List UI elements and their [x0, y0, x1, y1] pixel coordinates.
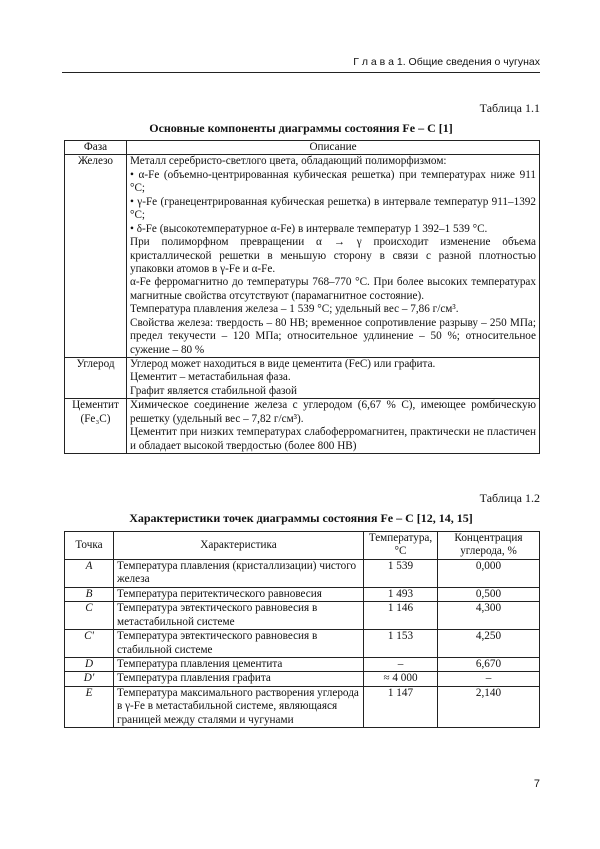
- point-cell: C: [65, 602, 114, 630]
- column-header-phase: Фаза: [65, 141, 127, 155]
- table-row: [65, 358, 540, 399]
- column-header-point: Точка: [65, 532, 114, 560]
- table-row: [65, 602, 540, 630]
- table-row: [65, 630, 540, 658]
- characteristic-cell: Температура максимального растворения углерода в γ-Fe в метастабильной системе, являющаяся границей между сталями и чугунами: [114, 686, 364, 727]
- table-row: [65, 587, 540, 601]
- table1: [64, 140, 540, 454]
- description-line: Цементит – метастабильная фаза.: [130, 371, 291, 384]
- carbon-cell: 0,000: [438, 559, 540, 587]
- point-cell: A: [65, 559, 114, 587]
- temperature-cell: 1 493: [364, 587, 438, 601]
- table1-title: Основные компоненты диаграммы состояния Fe – C [1]: [149, 121, 453, 135]
- table-row: [65, 657, 540, 671]
- characteristic-cell: Температура плавления (кристаллизации) чистого железа: [114, 559, 364, 587]
- description-line: Углерод может находиться в виде цементита (FeC) или графита.: [130, 358, 436, 370]
- description-line: • δ-Fe (высокотемпературное α-Fe) в интервале температур 1 392–1 539 °С.: [130, 222, 488, 235]
- description-line: Температура плавления железа – 1 539 °С; удельный вес – 7,86 г/см³.: [130, 303, 459, 316]
- column-header-carbon: Концентрация углерода, %: [438, 532, 540, 560]
- temperature-cell: 1 147: [364, 686, 438, 727]
- description-line: • α-Fe (объемно-центрированная кубическая решетка) при температурах ниже 911 °С;: [130, 168, 536, 195]
- description-line: • γ-Fe (гранецентрированная кубическая решетка) в интервале температур 911–1392 °С;: [130, 195, 536, 222]
- characteristic-cell: Температура эвтектического равновесия в метастабильной системе: [114, 602, 364, 630]
- temperature-cell: 1 153: [364, 630, 438, 658]
- characteristic-cell: Температура перитектического равновесия: [114, 587, 364, 601]
- temperature-cell: 1 539: [364, 559, 438, 587]
- table-row: [65, 155, 540, 358]
- phase-cell: Углерод: [65, 358, 127, 399]
- column-header-description: Описание: [127, 141, 540, 155]
- description-line: При полиморфном превращении α → γ происходит изменение объема кристаллической решетки в меньшую сторону в связи с разной плотностью упаковки атомов в γ-Fe и α-Fe.: [130, 236, 536, 275]
- table-row: [65, 672, 540, 686]
- description-line: Графит является стабильной фазой: [130, 384, 297, 397]
- table-header-row: [65, 532, 540, 560]
- description-line: α-Fe ферромагнитно до температуры 768–770 °С. При более высоких температурах магнитные свойства отсутствуют (парамагнитное состояние).: [130, 276, 536, 302]
- point-cell: C': [65, 630, 114, 658]
- point-cell: B: [65, 587, 114, 601]
- characteristic-cell: Температура эвтектического равновесия в стабильной системе: [114, 630, 364, 658]
- temperature-cell: ≈ 4 000: [364, 672, 438, 686]
- header-rule: [62, 72, 540, 73]
- point-cell: D': [65, 672, 114, 686]
- carbon-cell: 4,250: [438, 630, 540, 658]
- running-head: Г л а в а 1. Общие сведения о чугунах: [353, 56, 540, 68]
- carbon-cell: 2,140: [438, 686, 540, 727]
- table-row: [65, 686, 540, 727]
- page-number: 7: [533, 778, 540, 790]
- table1-label: Таблица 1.1: [479, 101, 540, 115]
- column-header-temperature: Температура, °С: [364, 532, 438, 560]
- table2-title: Характеристики точек диаграммы состояния Fe – C [12, 14, 15]: [129, 511, 473, 525]
- carbon-cell: 4,300: [438, 602, 540, 630]
- temperature-cell: 1 146: [364, 602, 438, 630]
- description-cell: [127, 399, 540, 454]
- phase-cell: Цементит (Fe₃C): [65, 399, 127, 454]
- column-header-characteristic: Характеристика: [114, 532, 364, 560]
- description-cell: [127, 358, 540, 399]
- characteristic-cell: Температура плавления графита: [114, 672, 364, 686]
- phase-cell: Железо: [65, 155, 127, 358]
- table-header-row: [65, 141, 540, 155]
- description-line: Металл серебристо-светлого цвета, обладающий полиморфизмом:: [130, 155, 447, 168]
- description-line: Цементит при низких температурах слабоферромагнитен, практически не пластичен и обладает высокой твердостью (более 800 НВ): [130, 426, 536, 452]
- carbon-cell: –: [438, 672, 540, 686]
- carbon-cell: 6,670: [438, 657, 540, 671]
- description-cell: [127, 155, 540, 358]
- point-cell: E: [65, 686, 114, 727]
- table2-label: Таблица 1.2: [479, 491, 540, 505]
- table2: [64, 531, 540, 728]
- carbon-cell: 0,500: [438, 587, 540, 601]
- table-row: [65, 559, 540, 587]
- table-row: [65, 399, 540, 454]
- description-line: Химическое соединение железа с углеродом (6,67 % С), имеющее ромбическую решетку (удельный вес – 7,82 г/см³).: [130, 399, 536, 425]
- point-cell: D: [65, 657, 114, 671]
- description-line: Свойства железа: твердость – 80 НВ; временное сопротивление разрыву – 250 МПа; предел текучести – 120 МПа; относительное удлинение – 50 %; относительное сужение – 80 %: [130, 316, 536, 356]
- temperature-cell: –: [364, 657, 438, 671]
- characteristic-cell: Температура плавления цементита: [114, 657, 364, 671]
